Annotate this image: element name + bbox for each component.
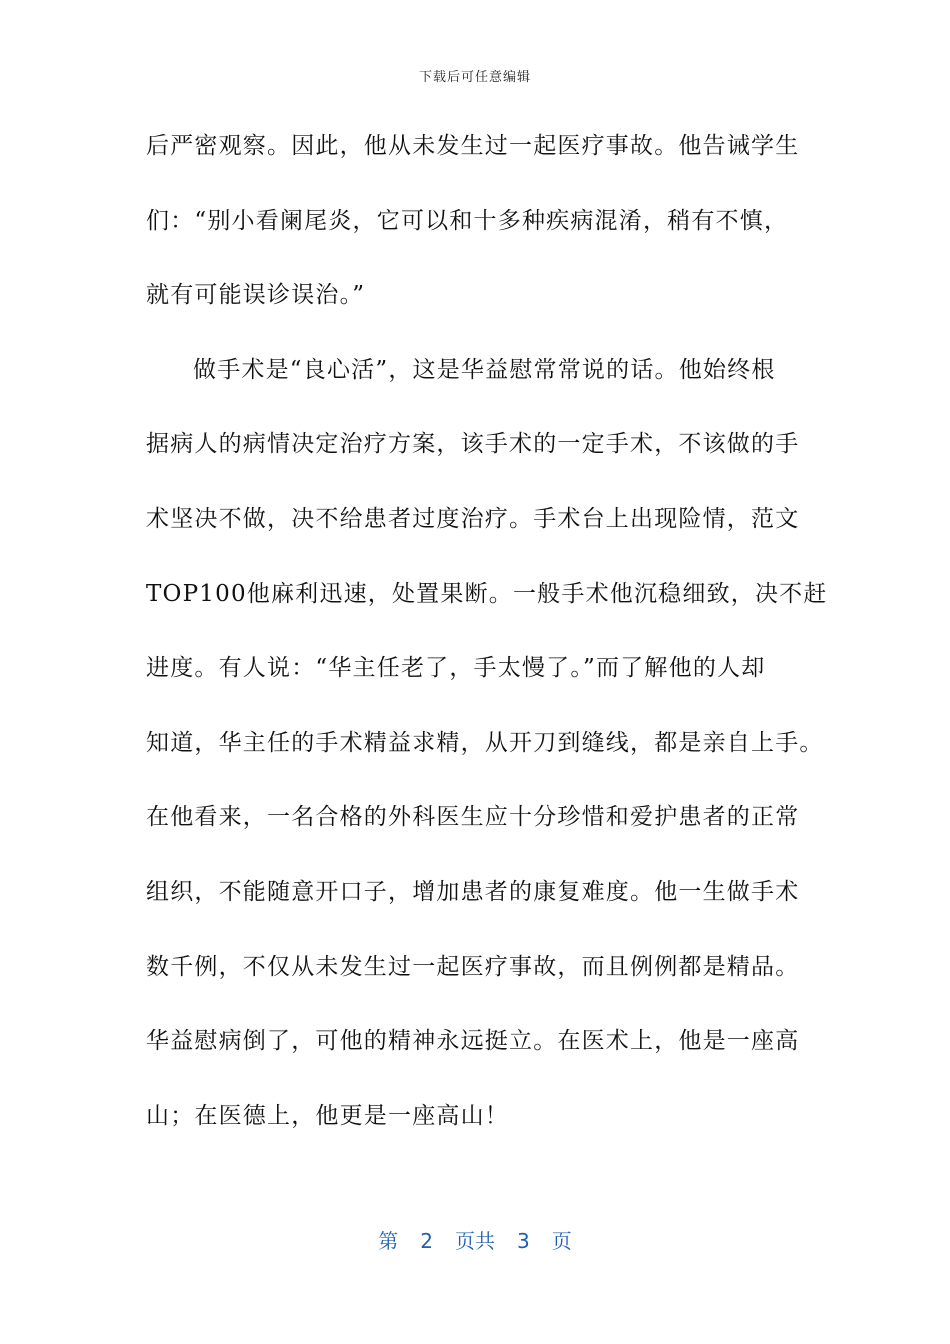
page-label-suffix: 页 [551, 1229, 572, 1253]
text-line: 就有可能误诊误治。” [146, 282, 366, 309]
page-total: 3 [517, 1229, 530, 1253]
text-line: 华益慰病倒了，可他的精神永远挺立。在医术上，他是一座高 [146, 1028, 800, 1055]
page-number: 2 [420, 1229, 433, 1253]
paragraph-start-line: 做手术是“良心活”，这是华益慰常常说的话。他始终根 [193, 356, 776, 383]
text-line: 们：“别小看阑尾炎，它可以和十多种疾病混淆，稍有不慎， [146, 207, 789, 234]
page-footer [0, 1225, 950, 1254]
text-line: 在他看来，一名合格的外科医生应十分珍惜和爱护患者的正常 [146, 804, 800, 831]
text-line: 组织，不能随意开口子，增加患者的康复难度。他一生做手术 [146, 878, 800, 905]
text-line: 数千例，不仅从未发生过一起医疗事故，而且例例都是精品。 [146, 953, 800, 980]
text-line: 知道，华主任的手术精益求精，从开刀到缝线，都是亲自上手。 [146, 729, 824, 756]
text-line: TOP100他麻利迅速，处置果断。一般手术他沉稳细致，决不赶 [146, 580, 828, 607]
text-line: 后严密观察。因此，他从未发生过一起医疗事故。他告诫学生 [146, 133, 800, 159]
text-line: 进度。有人说：“华主任老了，手太慢了。”而了解他的人却 [146, 655, 766, 682]
text-line: 术坚决不做，决不给患者过度治疗。手术台上出现险情，范文 [146, 505, 800, 532]
document-body [146, 124, 828, 1168]
text-line: 山；在医德上，他更是一座高山！ [146, 1102, 509, 1129]
page-label-middle: 页共 [455, 1229, 495, 1253]
text-line: 据病人的病情决定治疗方案，该手术的一定手术，不该做的手 [146, 431, 800, 458]
header-note: 下载后可任意编辑 [418, 70, 531, 85]
page-label-prefix: 第 [378, 1229, 399, 1253]
